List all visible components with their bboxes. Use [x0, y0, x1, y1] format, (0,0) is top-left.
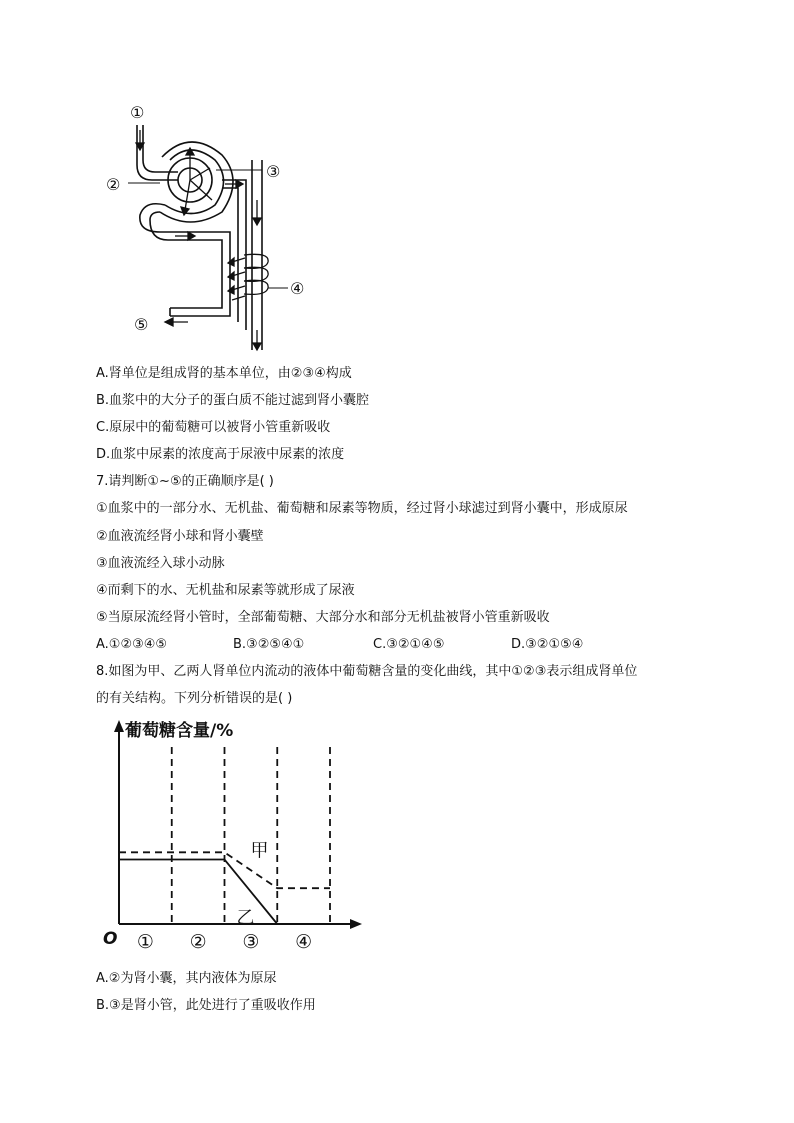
category-label: ③: [242, 931, 260, 952]
q7-stem: 7.请判断①~⑤的正确顺序是( ): [96, 474, 274, 489]
q6-option-d: D.血浆中尿素的浓度高于尿液中尿素的浓度: [96, 447, 345, 462]
label-3: ③: [266, 162, 281, 181]
category-label: ④: [295, 931, 313, 952]
q6-option-c: C.原尿中的葡萄糖可以被肾小管重新吸收: [96, 420, 331, 435]
x-axis-arrow: [350, 919, 362, 929]
category-label: ①: [136, 931, 154, 952]
series-label: 乙: [236, 907, 255, 929]
q7-options: [96, 636, 583, 654]
q7-step-3: ③血液流经入球小动脉: [96, 556, 225, 571]
q7-option-a: A.①②③④⑤: [96, 637, 168, 652]
q8-option-a: A.②为肾小囊，其内液体为原尿: [96, 971, 277, 986]
chart-axes: [114, 720, 362, 929]
q7-step-4: ④而剩下的水、无机盐和尿素等就形成了尿液: [96, 583, 355, 598]
capillary-coil: [244, 254, 268, 294]
label-4: ④: [290, 279, 305, 298]
q8-stem-line1: 8.如图为甲、乙两人肾单位内流动的液体中葡萄糖含量的变化曲线，其中①②③表示组成肾单位: [96, 664, 638, 679]
q7-option-d: D.③②①⑤④: [511, 637, 584, 652]
q7-step-1: ①血浆中的一部分水、无机盐、葡萄糖和尿素等物质，经过肾小球滤过到肾小囊中，形成原尿: [96, 501, 628, 516]
origin-label: O: [103, 929, 118, 949]
chart-dividers: [172, 747, 330, 924]
category-label: ②: [189, 931, 207, 952]
label-2: ②: [106, 175, 121, 194]
chart-categories: [137, 931, 312, 952]
q6-option-b: B.血浆中的大分子的蛋白质不能过滤到肾小囊腔: [96, 393, 370, 408]
nephron-drawing: [137, 125, 262, 350]
label-1: ①: [130, 103, 145, 122]
q8-option-b: B.③是肾小管，此处进行了重吸收作用: [96, 998, 316, 1013]
q7-step-5: ⑤当原尿流经肾小管时，全部葡萄糖、大部分水和部分无机盐被肾小管重新吸收: [96, 610, 550, 625]
label-5: ⑤: [134, 315, 149, 334]
q7-option-c: C.③②①④⑤: [373, 637, 445, 652]
q7-step-2: ②血液流经肾小球和肾小囊壁: [96, 529, 264, 544]
y-axis-label: 葡萄糖含量/%: [125, 721, 234, 741]
series-label: 甲: [250, 840, 269, 862]
glucose-chart: [0, 712, 794, 952]
q6-option-a: A.肾单位是组成肾的基本单位，由②③④构成: [96, 366, 352, 381]
q7-option-b: B.③②⑤④①: [233, 637, 305, 652]
nephron-diagram: [0, 0, 794, 360]
q8-stem-line2: 的有关结构。下列分析错误的是( ): [96, 691, 293, 706]
y-axis-arrow: [114, 720, 124, 732]
